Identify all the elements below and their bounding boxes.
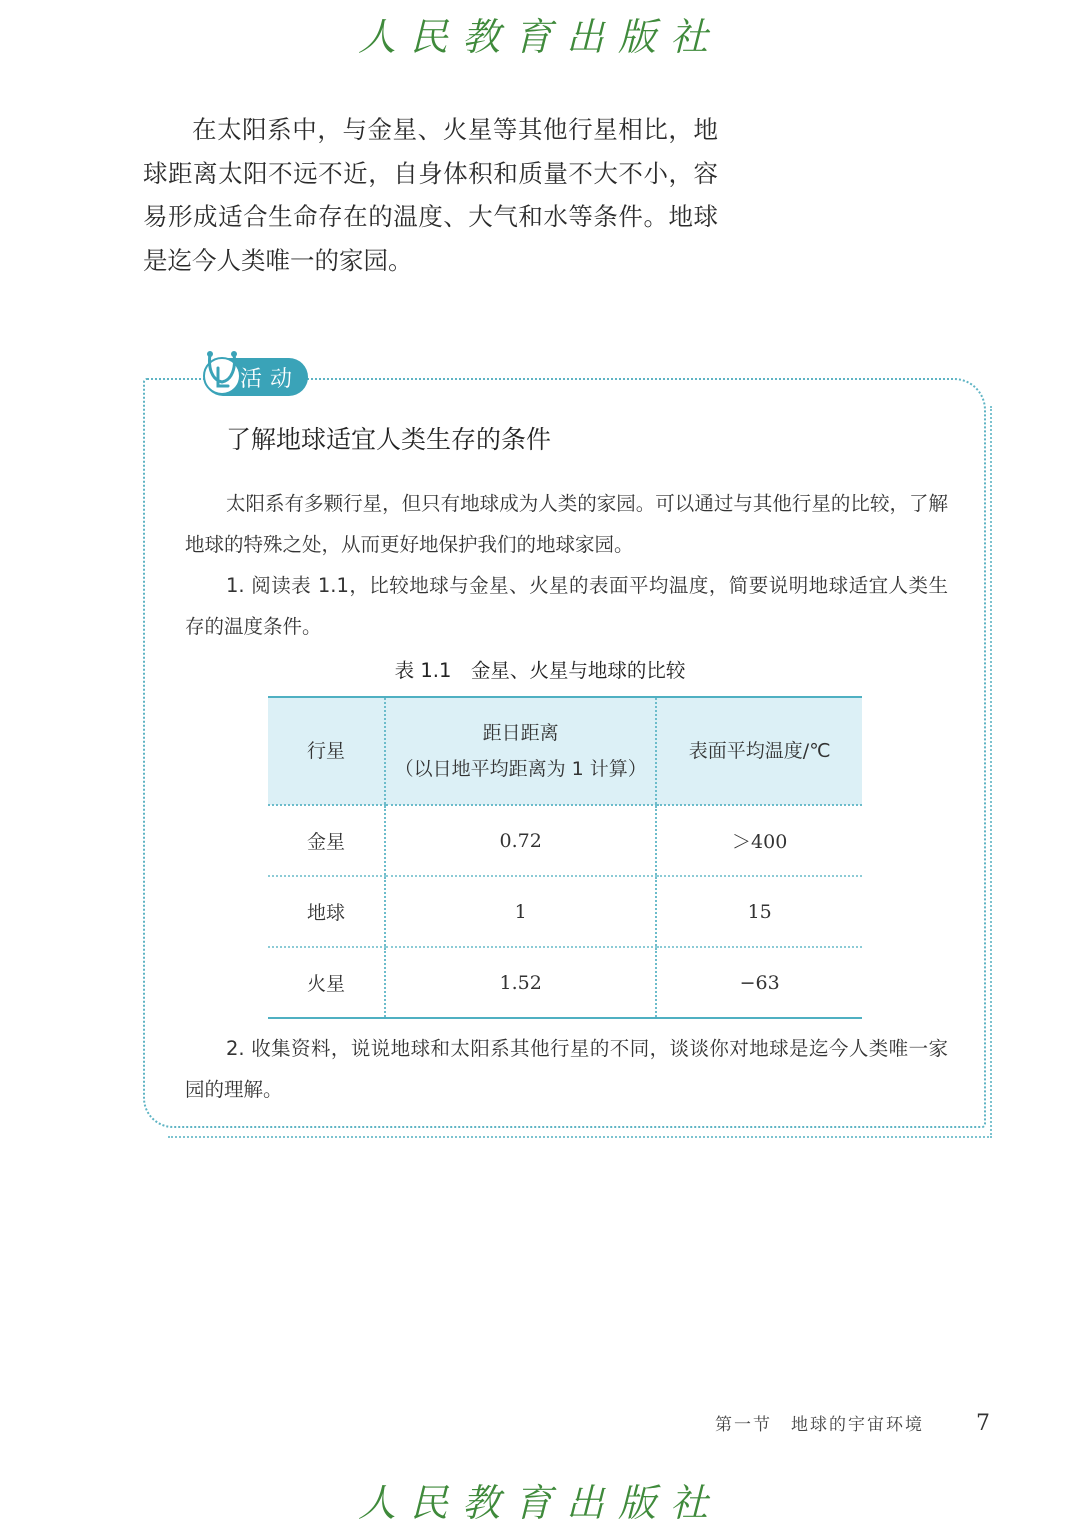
page-footer [0, 1410, 990, 1436]
cell-temperature: −63 [656, 947, 862, 1018]
page-number: 7 [976, 1411, 990, 1436]
cell-temperature: 15 [656, 876, 862, 947]
table-row [268, 805, 862, 876]
activity-question-2: 2. 收集资料，说说地球和太阳系其他行星的不同，谈谈你对地球是迄今人类唯一家园的理解。 [185, 1037, 948, 1101]
table-row [268, 947, 862, 1018]
table-row [268, 876, 862, 947]
header-distance [385, 697, 656, 805]
activity-title: 了解地球适宜人类生存的条件 [226, 425, 552, 454]
header-planet: 行星 [268, 697, 385, 805]
cell-planet: 金星 [268, 805, 385, 876]
cell-distance: 1.52 [385, 947, 656, 1018]
cell-planet: 地球 [268, 876, 385, 947]
publisher-watermark-bottom: 人民教育出版社 [357, 1481, 722, 1525]
activity-paragraph-intro: 太阳系有多颗行星，但只有地球成为人类的家园。可以通过与其他行星的比较，了解地球的特殊之处，从而更好地保护我们的地球家园。 [185, 492, 948, 556]
intro-paragraph: 在太阳系中，与金星、火星等其他行星相比，地球距离太阳不远不近，自身体积和质量不大不小，容易形成适合生命存在的温度、大气和水等条件。地球是迄今人类唯一的家园。 [143, 115, 718, 275]
activity-badge-label: 活动 [240, 367, 301, 392]
cell-distance: 1 [385, 876, 656, 947]
table-caption: 表 1.1 金星、火星与地球的比较 [394, 659, 686, 682]
header-distance-line2: （以日地平均距离为 1 计算） [394, 758, 647, 780]
header-distance-line1: 距日距离 [482, 722, 559, 744]
table-header-row [268, 697, 862, 805]
cell-distance: 0.72 [385, 805, 656, 876]
planet-comparison-table [268, 696, 862, 1019]
cell-planet: 火星 [268, 947, 385, 1018]
cell-temperature: ＞400 [656, 805, 862, 876]
footer-section-title: 第一节 地球的宇宙环境 [715, 1415, 924, 1435]
activity-question-1: 1. 阅读表 1.1，比较地球与金星、火星的表面平均温度，简要说明地球适宜人类生存的温度条件。 [185, 574, 948, 638]
activity-badge [196, 346, 316, 396]
publisher-watermark: 人民教育出版社 [357, 15, 722, 59]
header-temperature: 表面平均温度/℃ [656, 697, 862, 805]
